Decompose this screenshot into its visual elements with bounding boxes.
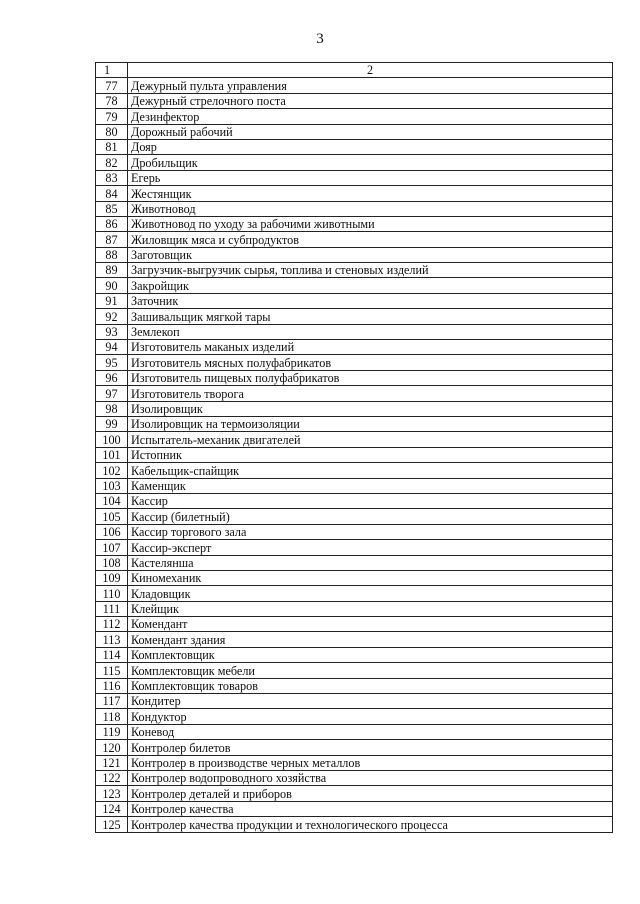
table-row <box>96 416 613 431</box>
profession-name: Контролер водопроводного хозяйства <box>128 770 613 785</box>
row-number: 121 <box>96 755 128 770</box>
row-number: 81 <box>96 139 128 154</box>
profession-name: Егерь <box>128 170 613 185</box>
profession-name: Кондитер <box>128 694 613 709</box>
row-number: 94 <box>96 340 128 355</box>
profession-name: Дояр <box>128 139 613 154</box>
row-number: 83 <box>96 170 128 185</box>
profession-name: Жестянщик <box>128 186 613 201</box>
table-row <box>96 386 613 401</box>
table-row <box>96 493 613 508</box>
profession-name: Кабельщик-спайщик <box>128 463 613 478</box>
table-row <box>96 740 613 755</box>
table-row <box>96 278 613 293</box>
table-row <box>96 586 613 601</box>
table-row <box>96 786 613 801</box>
row-number: 77 <box>96 78 128 93</box>
row-number: 79 <box>96 109 128 124</box>
row-number: 103 <box>96 478 128 493</box>
profession-name: Заготовщик <box>128 247 613 262</box>
table-row <box>96 355 613 370</box>
row-number: 84 <box>96 186 128 201</box>
profession-name: Дежурный пульта управления <box>128 78 613 93</box>
row-number: 78 <box>96 93 128 108</box>
row-number: 116 <box>96 678 128 693</box>
table-row <box>96 617 613 632</box>
table-row <box>96 109 613 124</box>
table-row <box>96 263 613 278</box>
table-row <box>96 601 613 616</box>
profession-name: Изготовитель мясных полуфабрикатов <box>128 355 613 370</box>
profession-name: Контролер билетов <box>128 740 613 755</box>
profession-table <box>95 62 613 833</box>
table-row <box>96 755 613 770</box>
profession-name: Кассир-эксперт <box>128 540 613 555</box>
row-number: 88 <box>96 247 128 262</box>
row-number: 104 <box>96 493 128 508</box>
profession-name: Испытатель-механик двигателей <box>128 432 613 447</box>
profession-name: Контролер качества продукции и технологического процесса <box>128 817 613 832</box>
table-row <box>96 93 613 108</box>
profession-name: Комплектовщик товаров <box>128 678 613 693</box>
row-number: 110 <box>96 586 128 601</box>
row-number: 99 <box>96 416 128 431</box>
row-number: 124 <box>96 801 128 816</box>
row-number: 101 <box>96 447 128 462</box>
table-row <box>96 232 613 247</box>
page-number: 3 <box>316 31 324 47</box>
row-number: 86 <box>96 216 128 231</box>
column-header-number: 1 <box>96 63 128 78</box>
table-row <box>96 340 613 355</box>
profession-name: Кастелянша <box>128 555 613 570</box>
profession-name: Контролер качества <box>128 801 613 816</box>
row-number: 82 <box>96 155 128 170</box>
table-row <box>96 478 613 493</box>
profession-name: Дорожный рабочий <box>128 124 613 139</box>
table-row <box>96 293 613 308</box>
profession-name: Загрузчик-выгрузчик сырья, топлива и стеновых изделий <box>128 263 613 278</box>
row-number: 95 <box>96 355 128 370</box>
row-number: 115 <box>96 663 128 678</box>
profession-name: Изготовитель творога <box>128 386 613 401</box>
row-number: 109 <box>96 570 128 585</box>
column-header-name: 2 <box>128 63 613 78</box>
row-number: 112 <box>96 617 128 632</box>
row-number: 97 <box>96 386 128 401</box>
table-row <box>96 186 613 201</box>
table-row <box>96 124 613 139</box>
table-row <box>96 201 613 216</box>
table-row <box>96 509 613 524</box>
profession-name: Кладовщик <box>128 586 613 601</box>
row-number: 120 <box>96 740 128 755</box>
profession-name: Кассир <box>128 493 613 508</box>
table-row <box>96 432 613 447</box>
row-number: 113 <box>96 632 128 647</box>
row-number: 106 <box>96 524 128 539</box>
table-row <box>96 370 613 385</box>
table-header-row <box>96 63 613 78</box>
table-row <box>96 724 613 739</box>
profession-name: Комендант здания <box>128 632 613 647</box>
row-number: 89 <box>96 263 128 278</box>
profession-name: Изолировщик на термоизоляции <box>128 416 613 431</box>
table-row <box>96 78 613 93</box>
profession-name: Землекоп <box>128 324 613 339</box>
profession-name: Кассир (билетный) <box>128 509 613 524</box>
table-row <box>96 447 613 462</box>
row-number: 96 <box>96 370 128 385</box>
table-row <box>96 817 613 832</box>
row-number: 85 <box>96 201 128 216</box>
table-row <box>96 540 613 555</box>
profession-name: Изготовитель маканых изделий <box>128 340 613 355</box>
profession-name: Изготовитель пищевых полуфабрикатов <box>128 370 613 385</box>
profession-name: Истопник <box>128 447 613 462</box>
table-row <box>96 678 613 693</box>
table-row <box>96 632 613 647</box>
row-number: 125 <box>96 817 128 832</box>
row-number: 102 <box>96 463 128 478</box>
row-number: 118 <box>96 709 128 724</box>
table-row <box>96 647 613 662</box>
profession-name: Комплектовщик мебели <box>128 663 613 678</box>
table-row <box>96 139 613 154</box>
profession-name: Дежурный стрелочного поста <box>128 93 613 108</box>
profession-name: Животновод по уходу за рабочими животными <box>128 216 613 231</box>
profession-name: Каменщик <box>128 478 613 493</box>
row-number: 80 <box>96 124 128 139</box>
table-row <box>96 155 613 170</box>
table-row <box>96 324 613 339</box>
row-number: 122 <box>96 770 128 785</box>
profession-name: Кондуктор <box>128 709 613 724</box>
row-number: 98 <box>96 401 128 416</box>
table-row <box>96 247 613 262</box>
profession-name: Кассир торгового зала <box>128 524 613 539</box>
table-row <box>96 801 613 816</box>
row-number: 114 <box>96 647 128 662</box>
table-row <box>96 709 613 724</box>
profession-name: Комплектовщик <box>128 647 613 662</box>
row-number: 108 <box>96 555 128 570</box>
row-number: 107 <box>96 540 128 555</box>
row-number: 111 <box>96 601 128 616</box>
profession-name: Комендант <box>128 617 613 632</box>
table-row <box>96 555 613 570</box>
table-row <box>96 309 613 324</box>
profession-name: Закройщик <box>128 278 613 293</box>
table-row <box>96 570 613 585</box>
profession-table-body <box>96 63 613 833</box>
row-number: 91 <box>96 293 128 308</box>
profession-name: Контролер в производстве черных металлов <box>128 755 613 770</box>
row-number: 87 <box>96 232 128 247</box>
row-number: 123 <box>96 786 128 801</box>
profession-name: Дробильщик <box>128 155 613 170</box>
profession-name: Заточник <box>128 293 613 308</box>
table-row <box>96 524 613 539</box>
profession-name: Зашивальщик мягкой тары <box>128 309 613 324</box>
table-row <box>96 401 613 416</box>
row-number: 90 <box>96 278 128 293</box>
table-row <box>96 694 613 709</box>
profession-name: Коневод <box>128 724 613 739</box>
table-row <box>96 663 613 678</box>
row-number: 93 <box>96 324 128 339</box>
profession-name: Клейщик <box>128 601 613 616</box>
profession-name: Дезинфектор <box>128 109 613 124</box>
row-number: 119 <box>96 724 128 739</box>
profession-name: Контролер деталей и приборов <box>128 786 613 801</box>
table-row <box>96 170 613 185</box>
table-row <box>96 770 613 785</box>
row-number: 92 <box>96 309 128 324</box>
table-row <box>96 216 613 231</box>
table-row <box>96 463 613 478</box>
row-number: 100 <box>96 432 128 447</box>
row-number: 117 <box>96 694 128 709</box>
row-number: 105 <box>96 509 128 524</box>
profession-name: Киномеханик <box>128 570 613 585</box>
profession-name: Животновод <box>128 201 613 216</box>
profession-name: Изолировщик <box>128 401 613 416</box>
profession-name: Жиловщик мяса и субпродуктов <box>128 232 613 247</box>
